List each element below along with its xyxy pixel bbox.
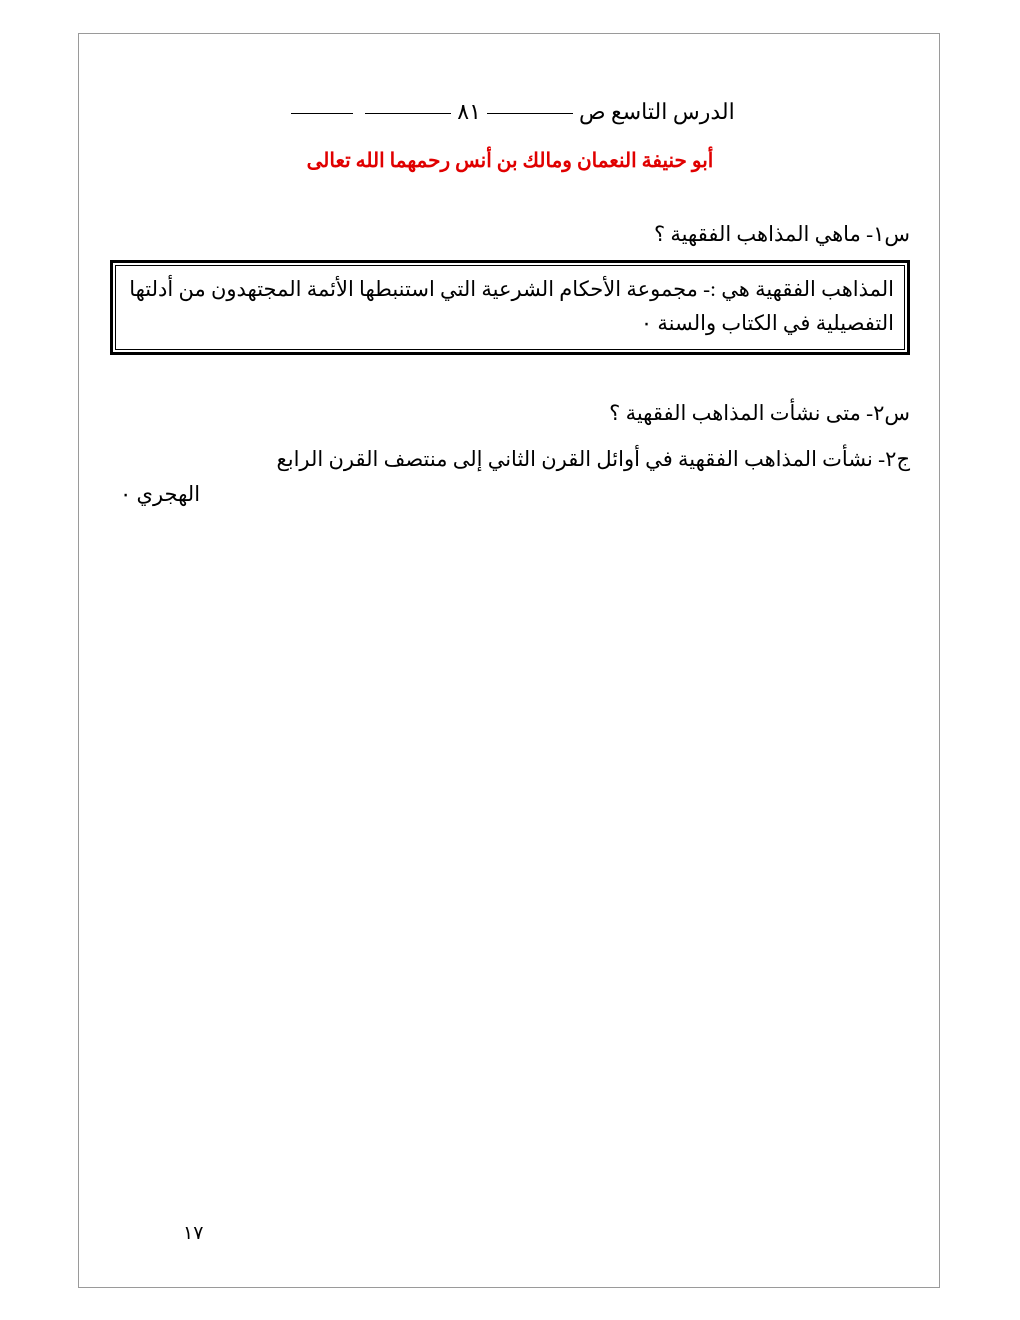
answer-1-line-1: المذاهب الفقهية هي :- مجموعة الأحكام الشرعية التي استنبطها الأئمة المجتهدون من أدلتها bbox=[129, 276, 894, 301]
lesson-header bbox=[110, 95, 910, 128]
answer-2-line-1: ج٢- نشأت المذاهب الفقهية في أوائل القرن الثاني إلى منتصف القرن الرابع bbox=[276, 447, 910, 472]
header-rule-left bbox=[291, 113, 353, 114]
spacer bbox=[110, 430, 910, 442]
spacer bbox=[110, 355, 910, 397]
header-rule-middle bbox=[365, 113, 451, 114]
lesson-subtitle: أبو حنيفة النعمان ومالك بن أنس رحمهما الله تعالى bbox=[306, 150, 714, 172]
spacer bbox=[110, 176, 910, 218]
question-2: س٢- متى نشأت المذاهب الفقهية ؟ bbox=[609, 400, 910, 425]
page-content bbox=[110, 95, 910, 512]
answer-2-line-2 bbox=[110, 477, 910, 512]
answer-1-line-2: التفصيلية في الكتاب والسنة ٠ bbox=[640, 311, 894, 336]
question-1: س١- ماهي المذاهب الفقهية ؟ bbox=[654, 222, 910, 246]
answer-1-box-inner bbox=[115, 265, 905, 350]
page-number: ١٧ bbox=[183, 1223, 204, 1244]
header-rule-right bbox=[487, 113, 573, 114]
lesson-header-page-ref: ٨١ bbox=[457, 99, 481, 124]
answer-1-box bbox=[110, 260, 910, 355]
lesson-header-title: الدرس التاسع ص bbox=[578, 99, 735, 124]
answer-2-line-2-text: الهجري ٠ bbox=[120, 482, 201, 507]
